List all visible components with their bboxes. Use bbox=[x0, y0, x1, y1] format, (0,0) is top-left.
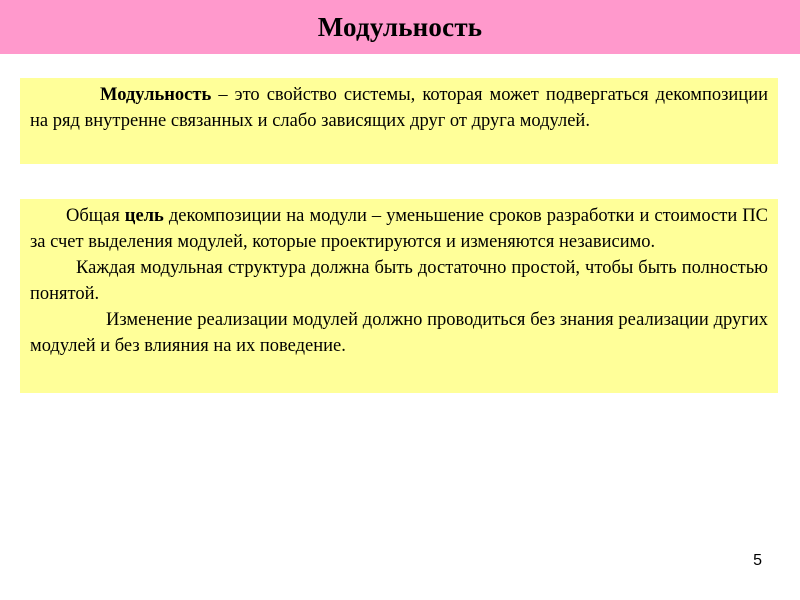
definition-term: Модульность bbox=[100, 85, 212, 105]
goal-text-post: декомпозиции на модули – уменьшение сроков разработки и стоимости ПС за счет выделения модулей, которые проектируются и изменяются независимо. bbox=[30, 206, 768, 252]
goal-paragraph bbox=[30, 203, 768, 255]
goal-text-pre: Общая bbox=[66, 206, 125, 226]
definition-box bbox=[20, 78, 778, 164]
goal-box bbox=[20, 199, 778, 393]
slide-number: 5 bbox=[753, 552, 762, 569]
implementation-paragraph: Изменение реализации модулей должно проводиться без знания реализации других модулей и без влияния на их поведение. bbox=[30, 310, 768, 356]
goal-keyword: цель bbox=[124, 206, 164, 226]
title-bar bbox=[0, 0, 800, 54]
definition-text: – это свойство системы, которая может подвергаться декомпозиции на ряд внутренне связанных и слабо зависящих друг от друга модулей. bbox=[30, 85, 768, 131]
structure-paragraph: Каждая модульная структура должна быть достаточно простой, чтобы быть полностью понятой. bbox=[30, 258, 768, 304]
definition-paragraph bbox=[30, 82, 768, 134]
slide-title: Модульность bbox=[317, 11, 483, 42]
